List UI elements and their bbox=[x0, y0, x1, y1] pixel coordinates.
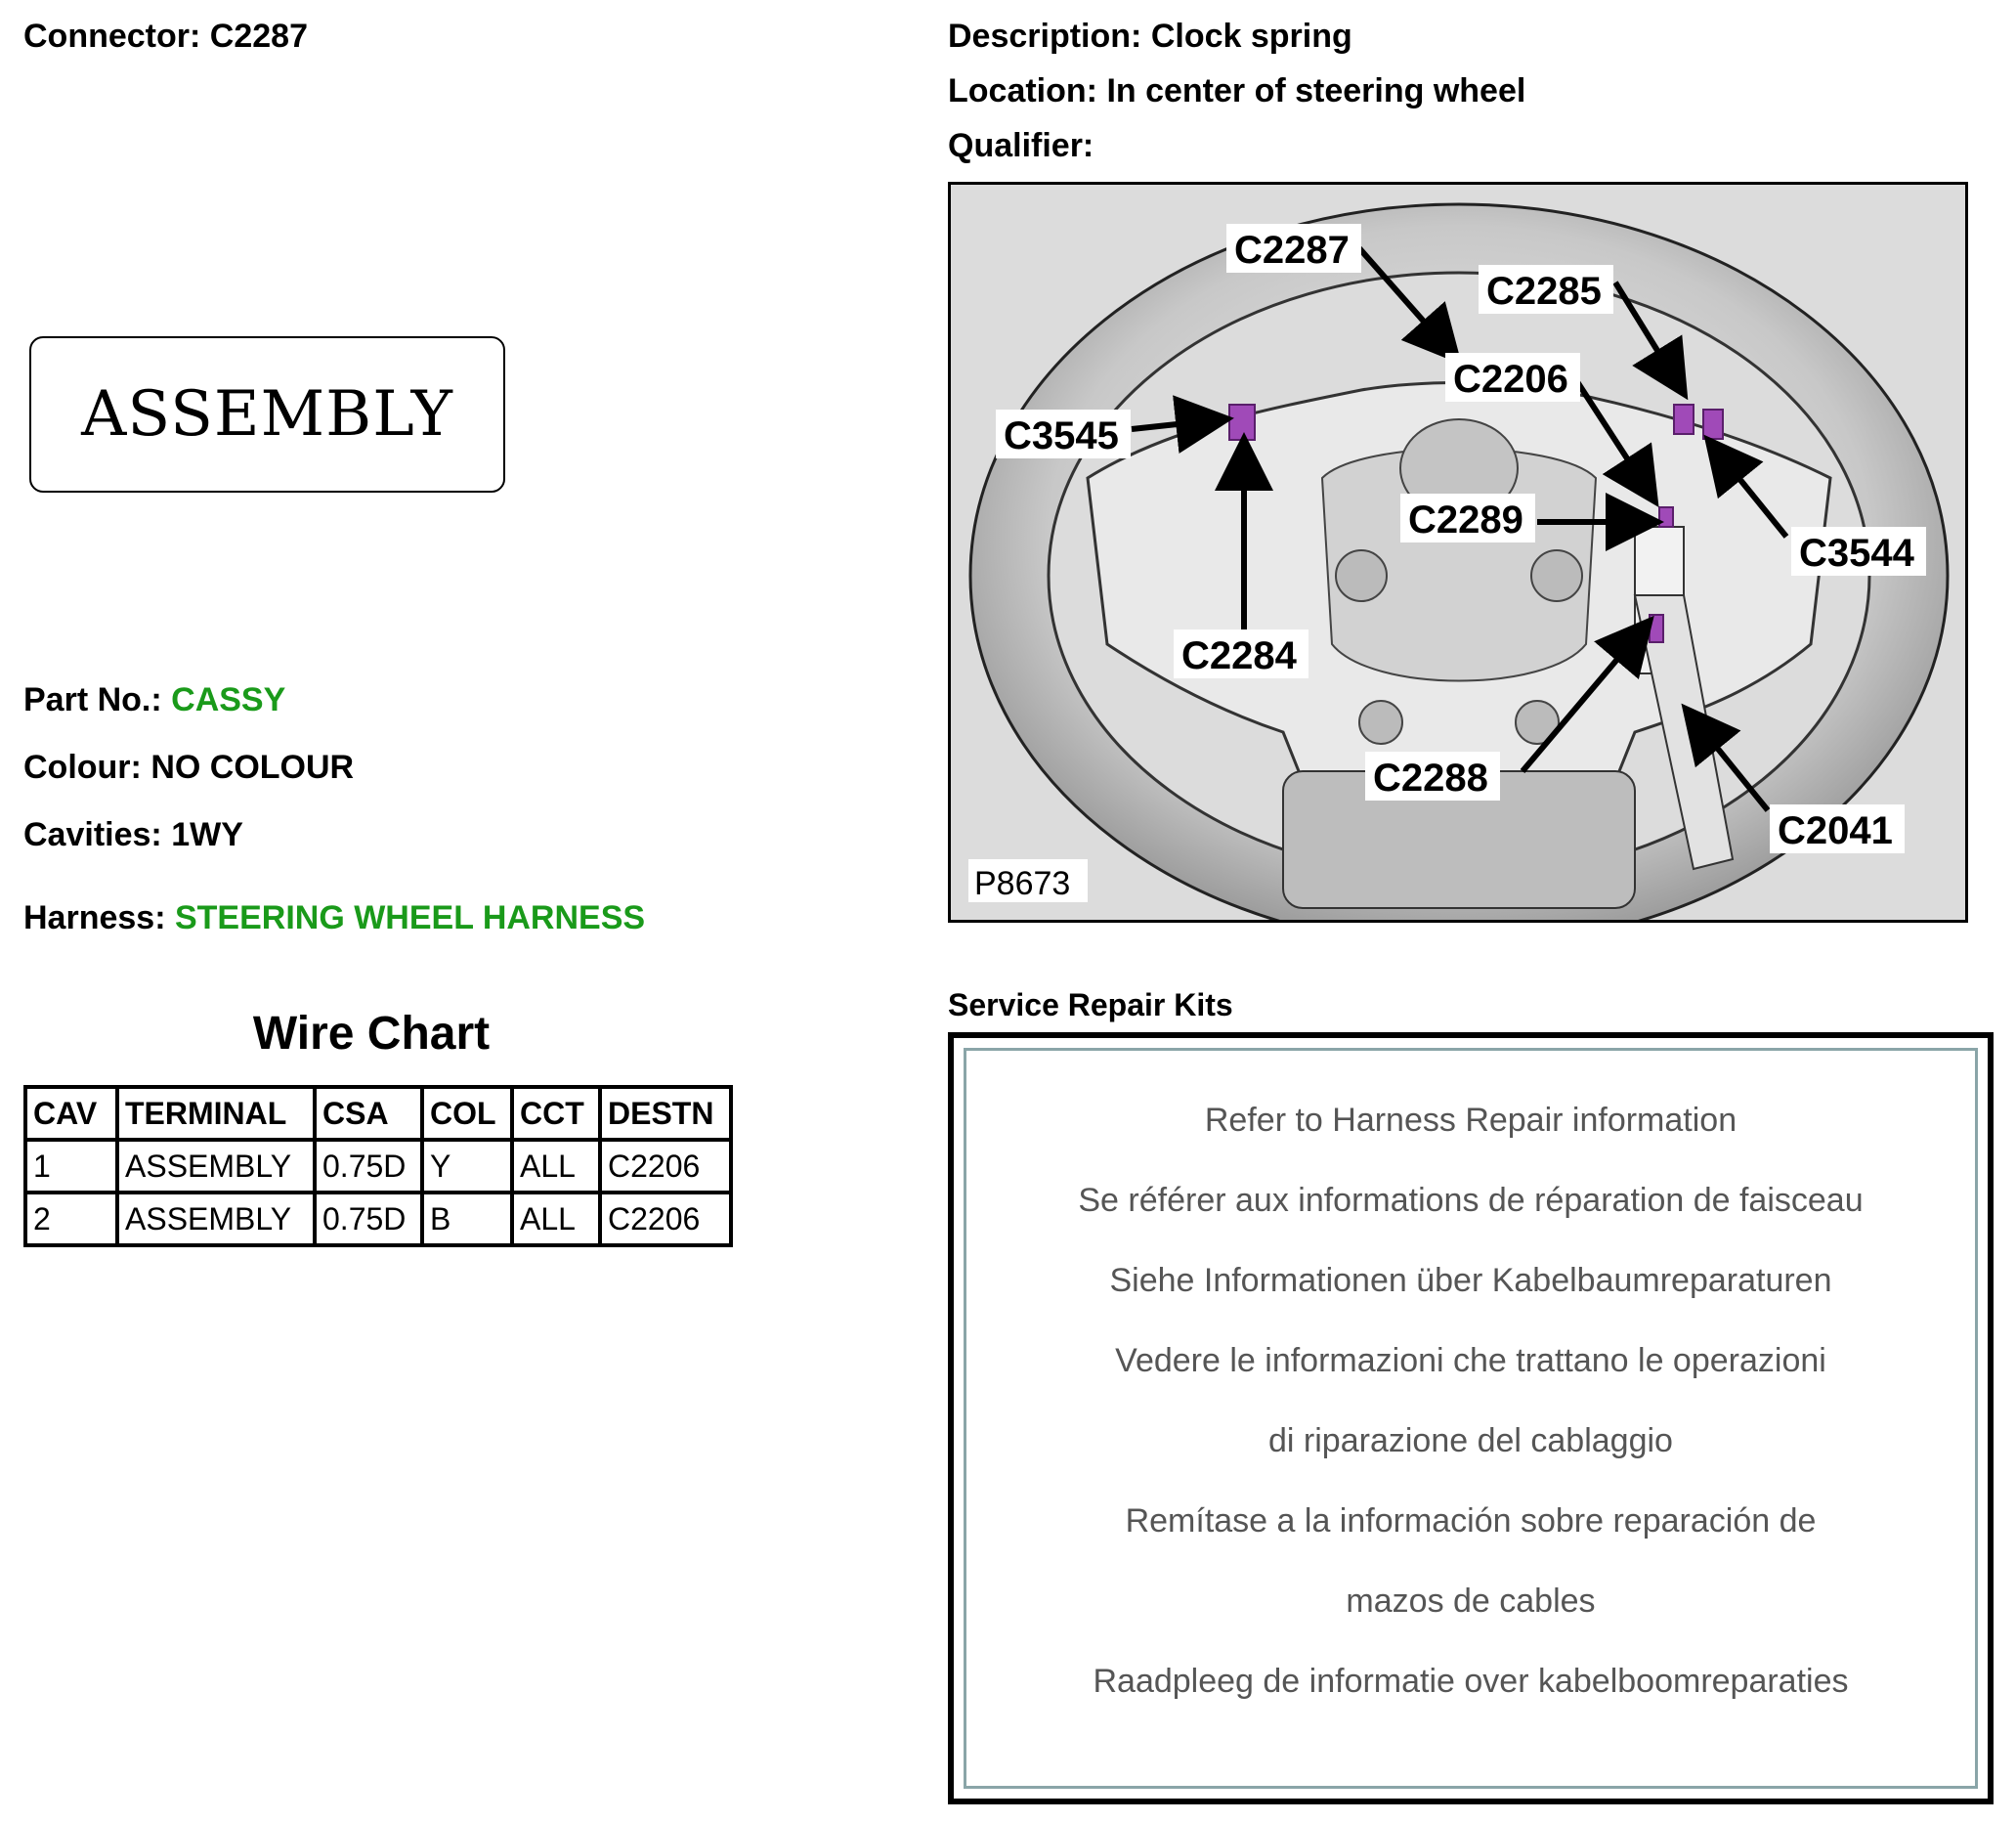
col-terminal: TERMINAL bbox=[117, 1087, 315, 1140]
cell-destn: C2206 bbox=[600, 1193, 731, 1245]
cell-cav: 2 bbox=[25, 1193, 117, 1245]
connector-c2288 bbox=[1650, 615, 1663, 642]
connector-value: C2287 bbox=[209, 18, 308, 55]
cell-col: B bbox=[422, 1193, 512, 1245]
cell-destn: C2206 bbox=[600, 1140, 731, 1193]
part-no-line bbox=[23, 681, 285, 719]
qualifier-label: Qualifier: bbox=[948, 127, 1094, 164]
harness-label: Harness: bbox=[23, 899, 166, 936]
cavities-label: Cavities: bbox=[23, 816, 162, 853]
callout-c2206: C2206 bbox=[1453, 358, 1568, 401]
col-csa: CSA bbox=[315, 1087, 422, 1140]
cell-col: Y bbox=[422, 1140, 512, 1193]
srk-line-nl: Raadpleeg de informatie over kabelboomreparaties bbox=[1093, 1663, 1849, 1700]
srk-line-es-2: mazos de cables bbox=[1346, 1583, 1596, 1620]
connector-c3544 bbox=[1703, 410, 1723, 439]
srk-line-en: Refer to Harness Repair information bbox=[1204, 1102, 1737, 1139]
connector-c2289 bbox=[1659, 507, 1673, 527]
cell-cct: ALL bbox=[512, 1140, 600, 1193]
figure-id-label: P8673 bbox=[974, 865, 1071, 902]
callout-c3544: C3544 bbox=[1799, 532, 1914, 575]
service-repair-kits-inner bbox=[964, 1048, 1978, 1789]
callout-c2289: C2289 bbox=[1408, 499, 1523, 542]
srk-line-de: Siehe Informationen über Kabelbaumreparaturen bbox=[1109, 1262, 1832, 1299]
part-no-label: Part No.: bbox=[23, 681, 162, 718]
cell-cct: ALL bbox=[512, 1193, 600, 1245]
col-destn: DESTN bbox=[600, 1087, 731, 1140]
cell-csa: 0.75D bbox=[315, 1140, 422, 1193]
cell-cav: 1 bbox=[25, 1140, 117, 1193]
callout-c2284: C2284 bbox=[1181, 634, 1297, 677]
wire-chart-title: Wire Chart bbox=[252, 1008, 491, 1060]
colour-label: Colour: bbox=[23, 749, 142, 786]
callout-c3545: C3545 bbox=[1004, 414, 1119, 457]
callout-c2041: C2041 bbox=[1778, 809, 1893, 852]
srk-line-it-2: di riparazione del cablaggio bbox=[1268, 1422, 1673, 1459]
connector-line bbox=[23, 18, 308, 56]
colour-value: NO COLOUR bbox=[150, 749, 355, 786]
callout-c2285: C2285 bbox=[1486, 270, 1602, 313]
service-repair-kits-box bbox=[948, 1032, 1994, 1804]
table-row bbox=[25, 1193, 731, 1245]
harness-line bbox=[23, 899, 645, 937]
steering-wheel-illustration bbox=[951, 185, 1965, 920]
cell-csa: 0.75D bbox=[315, 1193, 422, 1245]
col-cct: CCT bbox=[512, 1087, 600, 1140]
assembly-text: ASSEMBLY bbox=[81, 378, 453, 451]
cell-terminal: ASSEMBLY bbox=[117, 1193, 315, 1245]
cavities-line bbox=[23, 816, 243, 854]
connector-c2285 bbox=[1674, 405, 1694, 434]
description-value: Clock spring bbox=[1150, 18, 1352, 55]
wire-chart-header-row bbox=[25, 1087, 731, 1140]
wire-chart-table bbox=[23, 1085, 733, 1247]
col-cav: CAV bbox=[25, 1087, 117, 1140]
harness-value[interactable]: STEERING WHEEL HARNESS bbox=[174, 899, 646, 936]
srk-line-es-1: Remítase a la información sobre reparación de bbox=[1125, 1502, 1817, 1540]
srk-line-fr: Se référer aux informations de réparation de faisceau bbox=[1078, 1182, 1864, 1219]
connector-label: Connector: bbox=[23, 18, 201, 55]
callout-c2287: C2287 bbox=[1234, 229, 1350, 272]
location-line bbox=[948, 72, 1525, 110]
cavities-value: 1WY bbox=[171, 816, 243, 853]
steering-wheel-figure bbox=[948, 182, 1968, 923]
colour-line bbox=[23, 749, 354, 787]
srk-line-it-1: Vedere le informazioni che trattano le operazioni bbox=[1115, 1342, 1826, 1379]
description-line bbox=[948, 18, 1352, 56]
table-row bbox=[25, 1140, 731, 1193]
description-label: Description: bbox=[948, 18, 1142, 55]
cell-terminal: ASSEMBLY bbox=[117, 1140, 315, 1193]
location-label: Location: bbox=[948, 72, 1097, 109]
callout-c2288: C2288 bbox=[1373, 757, 1488, 800]
part-no-value[interactable]: CASSY bbox=[171, 681, 286, 718]
assembly-box bbox=[29, 336, 505, 493]
location-value: In center of steering wheel bbox=[1106, 72, 1526, 109]
service-repair-kits-title: Service Repair Kits bbox=[948, 987, 1233, 1022]
col-col: COL bbox=[422, 1087, 512, 1140]
qualifier-line bbox=[948, 127, 1094, 165]
connector-c3545 bbox=[1229, 405, 1255, 440]
